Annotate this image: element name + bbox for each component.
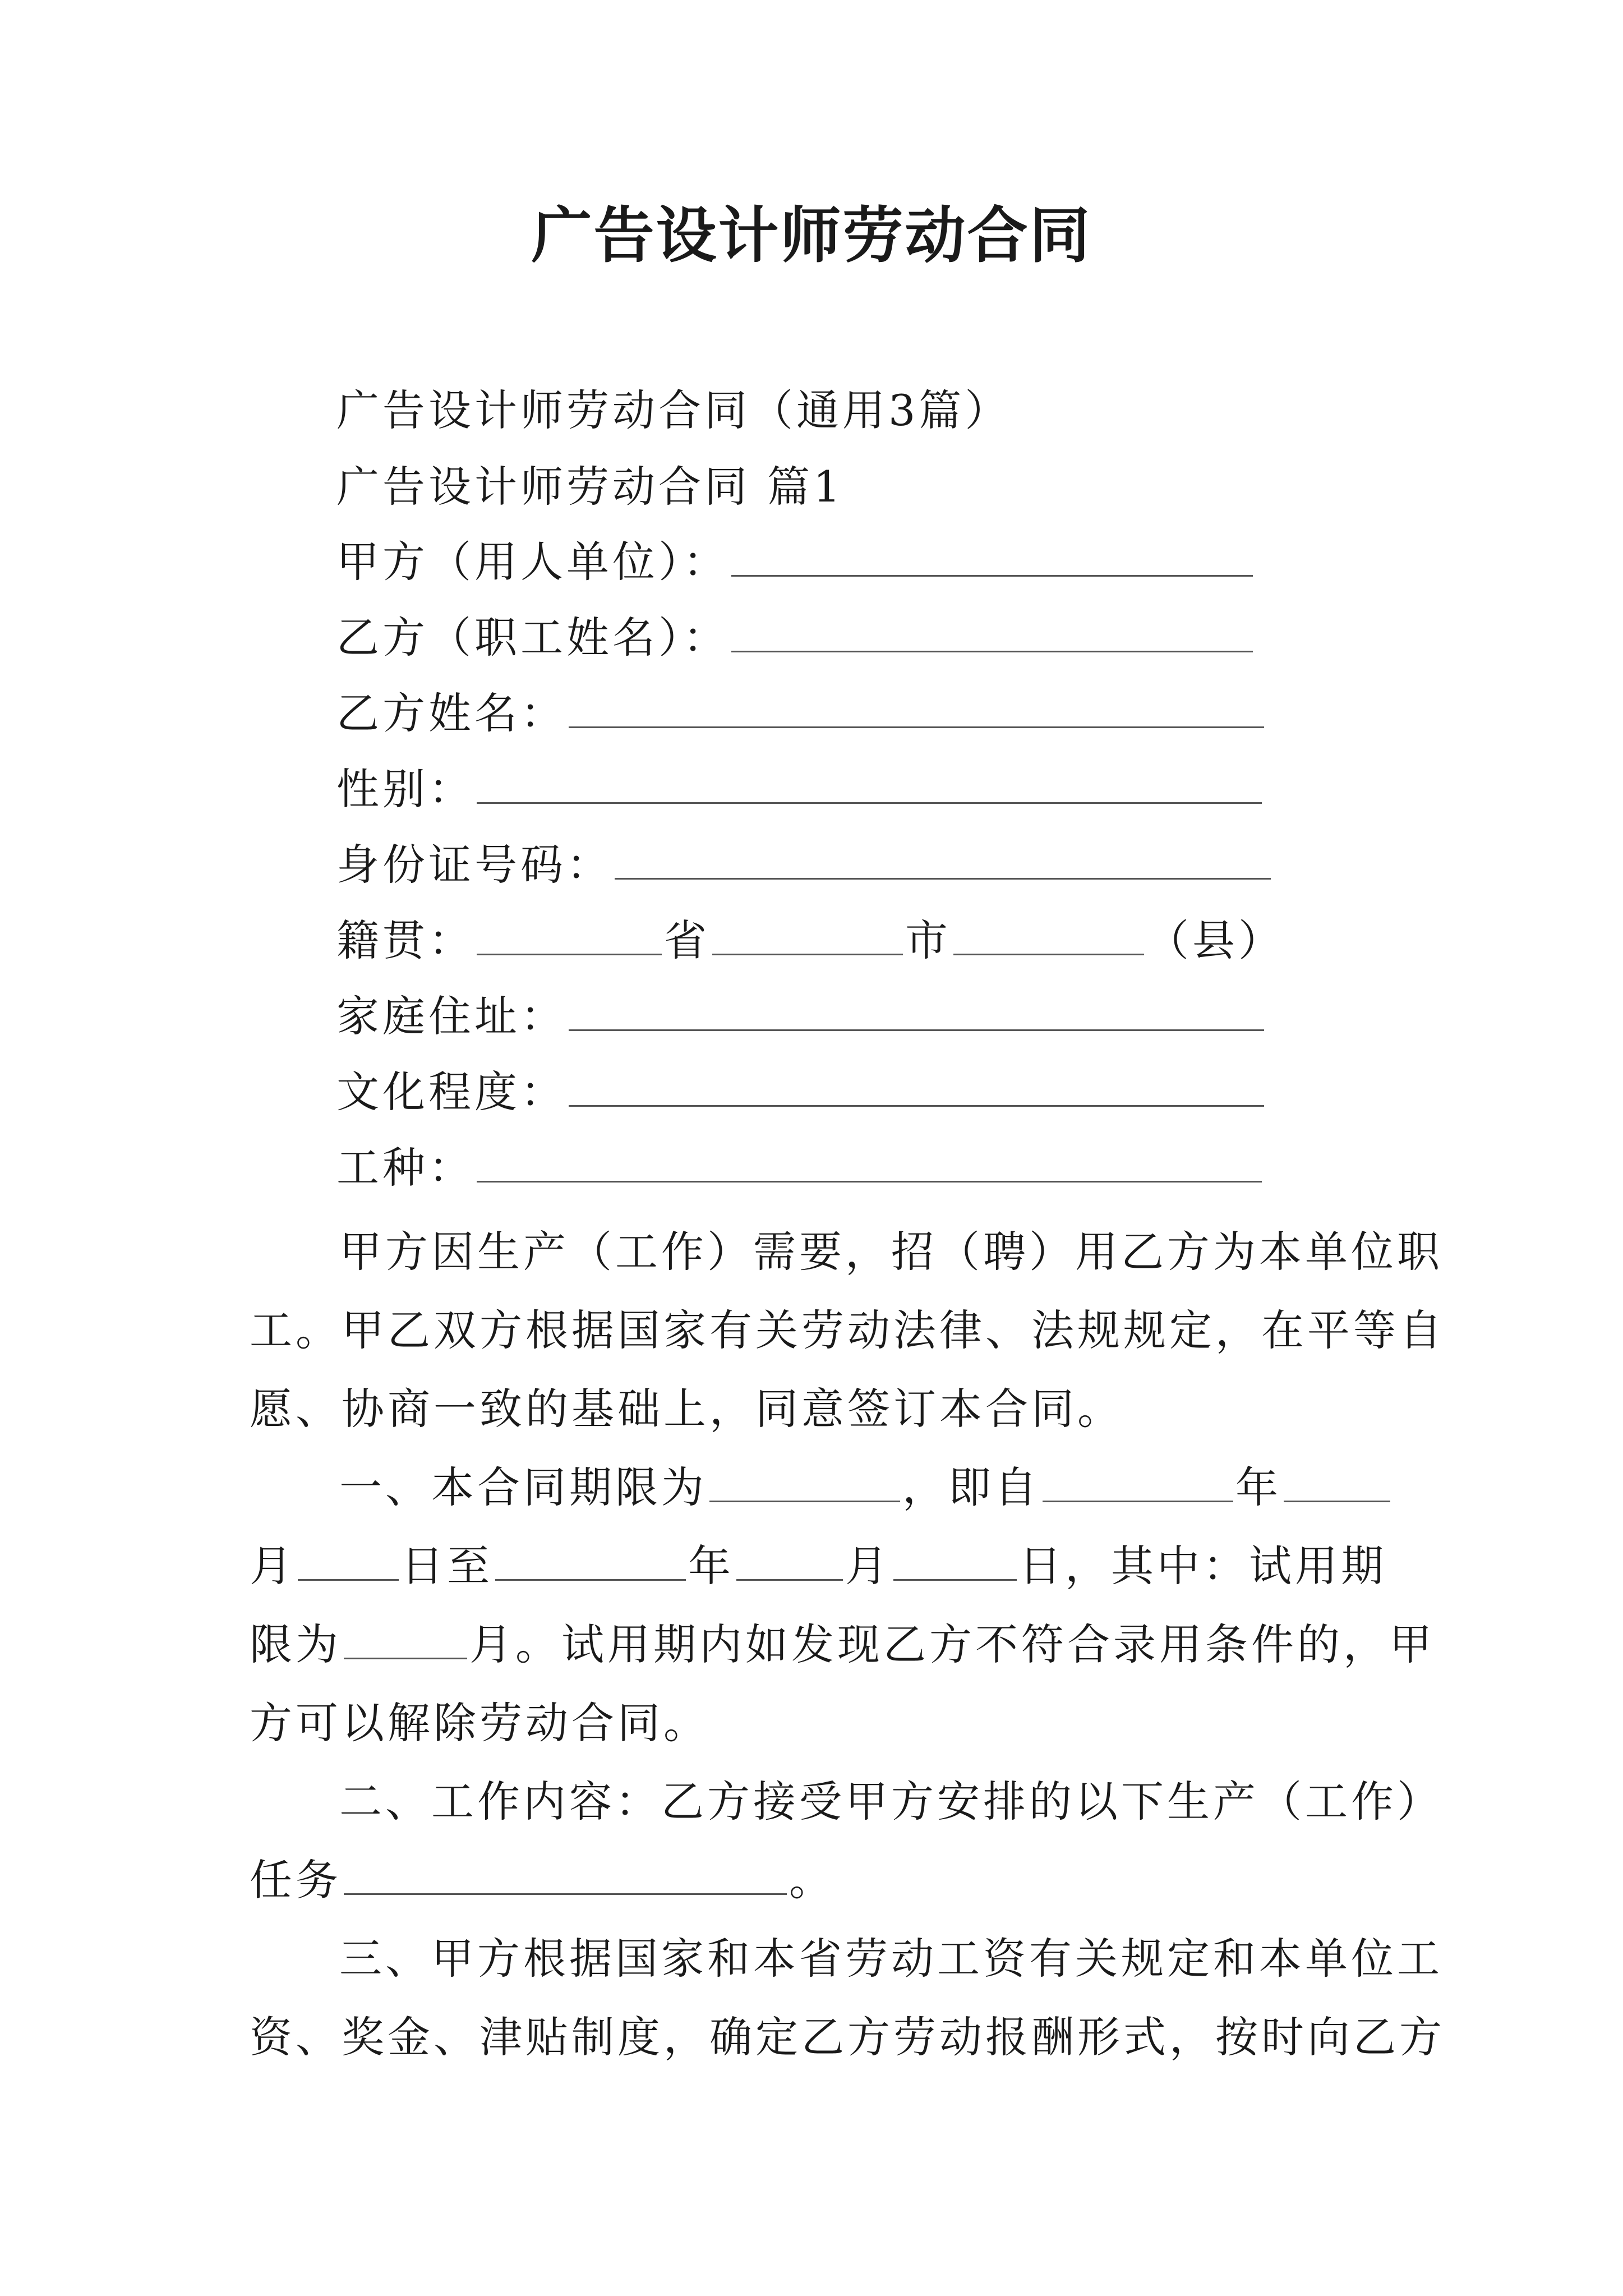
start-year-blank[interactable] — [1043, 1461, 1233, 1502]
party-b-label: 乙方（职工姓名）： — [336, 613, 729, 662]
address-blank[interactable] — [569, 990, 1264, 1031]
party-a-label: 甲方（用人单位）： — [336, 537, 729, 587]
job-type-row — [336, 1140, 1264, 1196]
county-label: （县） — [1146, 915, 1284, 965]
end-year-label: 年 — [688, 1541, 734, 1591]
name-label: 乙方姓名： — [336, 688, 566, 738]
name-row — [336, 685, 1266, 742]
term-from-label: ，即自 — [902, 1462, 1040, 1512]
gender-label: 性别： — [336, 764, 474, 814]
start-month-label: 月 — [250, 1541, 296, 1591]
intro-line-3: 愿、协商一致的基础上，同意签订本合同。 — [250, 1384, 1123, 1434]
pay-line-1: 三、甲方根据国家和本省劳动工资有关规定和本单位工 — [339, 1934, 1443, 1984]
gender-blank[interactable] — [477, 763, 1262, 804]
probation-months-blank[interactable] — [344, 1618, 467, 1659]
party-a-blank[interactable] — [731, 536, 1253, 577]
start-year-label: 年 — [1235, 1462, 1281, 1512]
term-duration-blank[interactable] — [709, 1461, 900, 1502]
education-row — [336, 1064, 1266, 1120]
county-blank[interactable] — [953, 914, 1144, 955]
page-title: 广告设计师劳动合同 — [531, 200, 1092, 271]
start-day-blank[interactable] — [298, 1540, 399, 1581]
probation-label: 日，其中：试用期 — [1019, 1541, 1387, 1591]
native-place-row — [336, 913, 1284, 969]
address-row — [336, 988, 1266, 1045]
intro-line-2: 工。甲乙双方根据国家有关劳动法律、法规规定，在平等自 — [250, 1305, 1445, 1355]
limit-label: 限为 — [250, 1619, 342, 1669]
education-blank[interactable] — [569, 1066, 1264, 1107]
end-year-blank[interactable] — [495, 1540, 686, 1581]
term-label: 一、本合同期限为 — [339, 1462, 707, 1512]
work-line-2 — [250, 1852, 835, 1908]
document-subtitle: 广告设计师劳动合同（通用3篇） — [336, 385, 1011, 435]
city-blank[interactable] — [712, 914, 903, 955]
province-label: 省 — [664, 915, 710, 965]
education-label: 文化程度： — [336, 1067, 566, 1117]
pay-line-2: 资、奖金、津贴制度，确定乙方劳动报酬形式，按时向乙方 — [250, 2012, 1445, 2062]
id-number-blank[interactable] — [615, 839, 1271, 880]
term-line-2 — [250, 1538, 1387, 1594]
end-month-blank[interactable] — [736, 1540, 843, 1581]
city-label: 市 — [905, 915, 951, 965]
name-blank[interactable] — [569, 687, 1264, 728]
term-line-1 — [339, 1460, 1393, 1516]
intro-line-1: 甲方因生产（工作）需要，招（聘）用乙方为本单位职 — [339, 1227, 1443, 1277]
province-blank[interactable] — [477, 914, 662, 955]
party-a-row — [336, 534, 1255, 590]
task-blank[interactable] — [344, 1854, 787, 1895]
start-month-blank[interactable] — [1284, 1461, 1390, 1502]
work-line-1: 二、工作内容：乙方接受甲方安排的以下生产（工作） — [339, 1777, 1443, 1826]
term-line-3 — [250, 1617, 1435, 1673]
address-label: 家庭住址： — [336, 991, 566, 1041]
job-type-label: 工种： — [336, 1143, 474, 1193]
party-b-blank[interactable] — [731, 611, 1253, 652]
to-label: 日至 — [401, 1541, 493, 1591]
end-month-label: 月 — [845, 1541, 891, 1591]
job-type-blank[interactable] — [477, 1142, 1262, 1182]
party-b-row — [336, 610, 1255, 666]
id-number-row — [336, 837, 1273, 893]
term-line-4: 方可以解除劳动合同。 — [250, 1698, 709, 1748]
native-place-label: 籍贯： — [336, 915, 474, 965]
gender-row — [336, 761, 1264, 817]
end-day-blank[interactable] — [893, 1540, 1017, 1581]
task-label: 任务 — [250, 1855, 342, 1905]
probation-text: 月。试用期内如发现乙方不符合录用条件的，甲 — [469, 1619, 1435, 1669]
task-end: 。 — [789, 1855, 835, 1905]
id-number-label: 身份证号码： — [336, 840, 612, 890]
section-heading: 广告设计师劳动合同 篇1 — [336, 462, 844, 512]
